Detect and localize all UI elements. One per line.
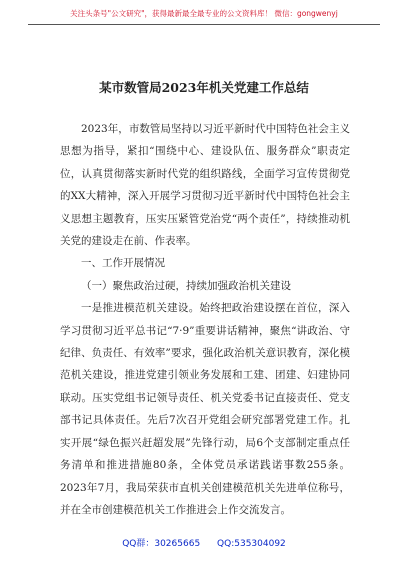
body-paragraph: 一是推进模范机关建设。始终把政治建设摆在首位，深入学习贯彻习近平总书记“7·9”重要讲话精神，聚焦“讲政治、守纪律、负责任、有效率”要求，强化政治机关意识教育，深化模范机关建设，推进党建引领业务发展和工建、团建、妇建协同联动。压实党组书记领导责任、机关党委书记直接责任、党支部书记具体责任。先后7次召开党组会研究部署党建工作。扎实开展“绿色振兴赶超发展”先锋行动，局6个支部制定重点任务清单和推进措施80条，全体党员承诺践诺事数255条。2023年7月，我局荣获市直机关创建模范机关先进单位称号，并在全市创建模范机关工作推进会上作交流发言。 — [60, 302, 350, 516]
header-divider — [28, 24, 380, 25]
footer-contact — [0, 536, 408, 549]
qq-contact-text: QQ:535304092 — [217, 539, 286, 549]
document-body — [60, 118, 350, 521]
section-heading: 一、工作开展情况 — [81, 257, 165, 270]
subsection-heading: （一）聚焦政治过硬，持续加强政治机关建设 — [81, 279, 291, 292]
document-title: 某市数管局2023年机关党建工作总结 — [99, 80, 309, 95]
intro-paragraph: 2023年，市数管局坚持以习近平新时代中国特色社会主义思想为指导，紧扣“围绕中心、建设队伍、服务群众”职责定位，认真贯彻落实新时代党的组织路线，全面学习宣传贯彻党的XX大精神，深入开展学习贯彻习近平新时代中国特色社会主义思想主题教育，压实压紧管党治党“两个责任”，持续推动机关党的建设走在前、作表率。 — [60, 123, 350, 248]
qq-group-text: QQ群：30265665 — [122, 539, 201, 549]
header-notice: 关注头条号"公文研究"，获得最新最全最专业的公文资料库！ 微信：gongwenyj — [70, 9, 338, 18]
